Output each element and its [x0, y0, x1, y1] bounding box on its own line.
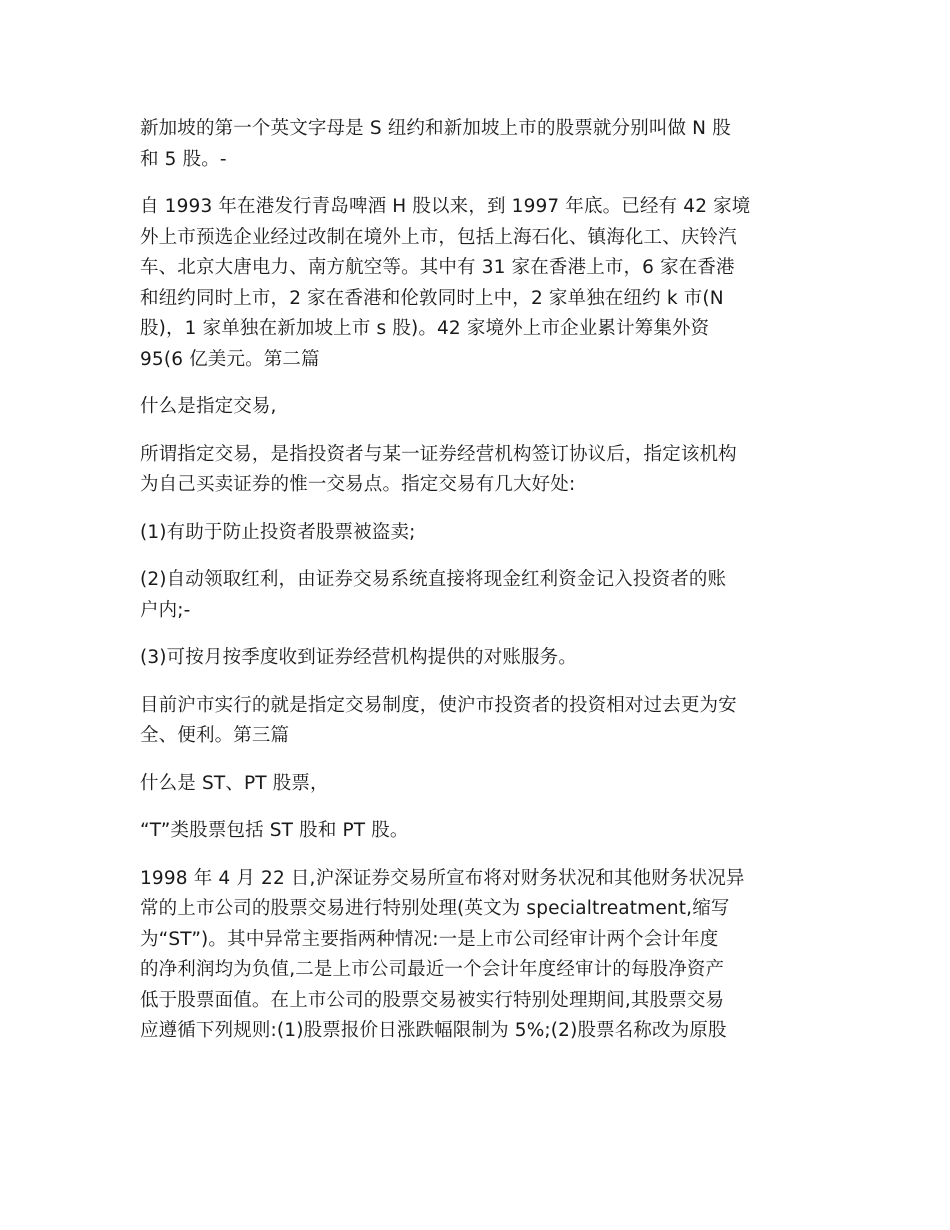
text-line: (3)可按月按季度收到证券经营机构提供的对账服务。 [140, 647, 577, 668]
text-line: 户内;- [140, 599, 191, 621]
text-line: “T”类股票包括 ST 股和 PT 股。 [140, 820, 409, 841]
text-line: 1998 年 4 月 22 日,沪深证券交易所宣布将对财务状况和其他财务状况异 [140, 867, 745, 889]
text-line: 和 5 股。- [140, 148, 227, 170]
text-line: 为自己买卖证券的惟一交易点。指定交易有几大好处: [140, 474, 576, 495]
text-line: 什么是指定交易, [140, 396, 277, 417]
text-line: 目前沪市实行的就是指定交易制度，使沪市投资者的投资相对过去更为安 [140, 694, 737, 716]
text-line: 车、北京大唐电力、南方航空等。其中有 31 家在香港上市，6 家在香港 [140, 257, 735, 278]
text-line: 新加坡的第一个英文字母是 S 纽约和新加坡上市的股票就分别叫做 N 股 [140, 118, 731, 139]
text-line: 的净利润均为负值,二是上市公司最近一个会计年度经审计的每股净资产 [140, 959, 725, 980]
text-line: 股)，1 家单独在新加坡上市 s 股)。42 家境外上市企业累计筹集外资 [140, 318, 710, 339]
text-line: 外上市预选企业经过改制在境外上市，包括上海石化、镇海化工、庆铃汽 [140, 226, 737, 248]
document-body [140, 114, 815, 1064]
paragraph [140, 114, 815, 175]
paragraph [140, 440, 815, 501]
text-line: 和纽约同时上市，2 家在香港和伦敦同时上中，2 家单独在纽约 k 市(N [140, 287, 724, 309]
text-line: 自 1993 年在港发行青岛啤酒 H 股以来，到 1997 年底。已经有 42 家境 [140, 196, 751, 217]
paragraph [140, 192, 815, 375]
text-line: 全、便利。第三篇 [140, 725, 290, 746]
list-item [140, 643, 815, 674]
text-line: 什么是 ST、PT 股票， [140, 772, 329, 794]
section-heading [140, 392, 815, 423]
text-line: 低于股票面值。在上市公司的股票交易被实行特别处理期间,其股票交易 [140, 989, 725, 1011]
text-line: (1)有助于防止投资者股票被盗卖; [140, 521, 416, 543]
paragraph [140, 864, 815, 1047]
text-line: 为“ST”)。其中异常主要指两种情况:一是上市公司经审计两个会计年度 [140, 928, 719, 950]
paragraph [140, 691, 815, 752]
text-line: (2)自动领取红利，由证券交易系统直接将现金红利资金记入投资者的账 [140, 569, 727, 590]
list-item [140, 565, 815, 626]
text-line: 所谓指定交易，是指投资者与某一证券经营机构签订协议后，指定该机构 [140, 443, 737, 465]
text-line: 应遵循下列规则:(1)股票报价日涨跌幅限制为 5%;(2)股票名称改为原股 [140, 1020, 727, 1041]
text-line: 常的上市公司的股票交易进行特别处理(英文为 specialtreatment,缩写 [140, 898, 730, 919]
list-item [140, 518, 815, 549]
section-heading [140, 769, 815, 800]
text-line: 95(6 亿美元。第二篇 [140, 348, 320, 370]
paragraph [140, 816, 815, 847]
